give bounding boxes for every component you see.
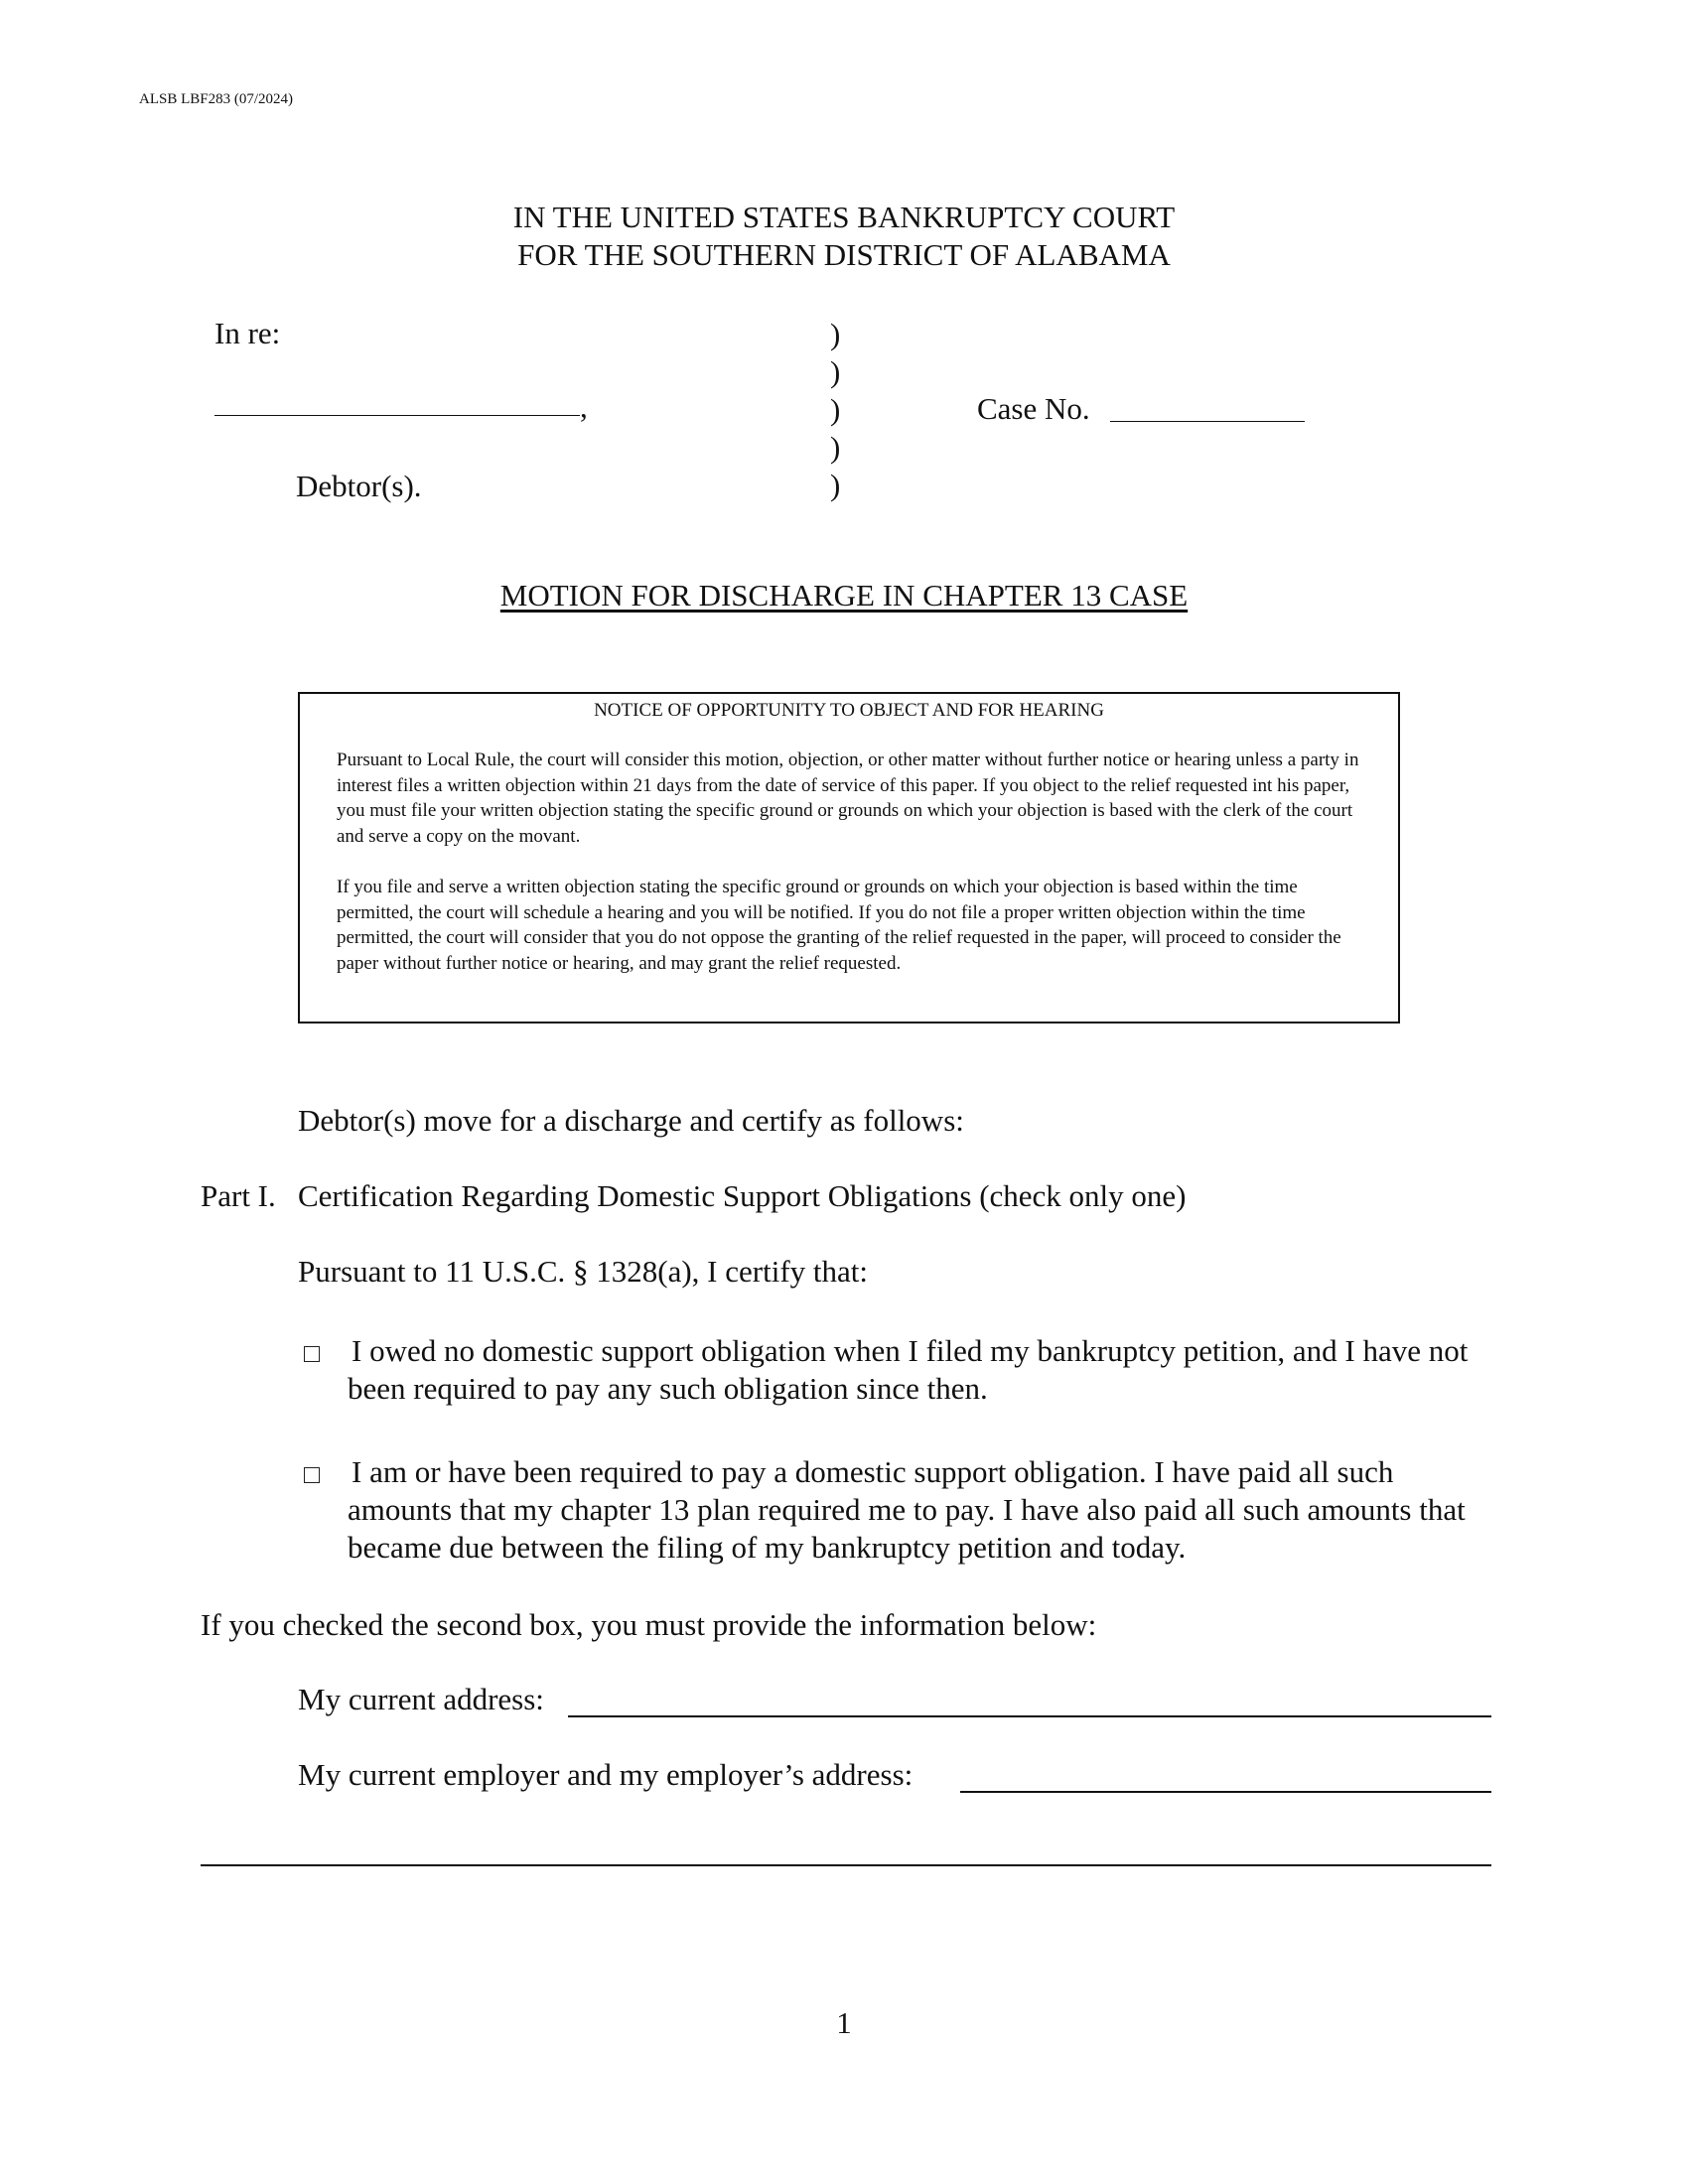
notice-box (298, 692, 1400, 1024)
caption-paren: ) (830, 468, 841, 502)
case-number-field-line[interactable] (1110, 421, 1305, 422)
in-re-label: In re: (214, 316, 281, 350)
no-support-obligation-checkbox[interactable] (304, 1346, 320, 1362)
debtor-name-field-line[interactable] (214, 415, 580, 416)
certification-statement: Pursuant to 11 U.S.C. § 1328(a), I certify that: (298, 1254, 868, 1289)
court-name-line: IN THE UNITED STATES BANKRUPTCY COURT (512, 200, 1176, 234)
caption-paren: ) (830, 392, 841, 427)
debtor-label: Debtor(s). (296, 469, 422, 503)
caption-paren: ) (830, 354, 841, 389)
current-address-label: My current address: (298, 1682, 544, 1716)
debtor-name-comma: , (580, 389, 588, 424)
no-support-obligation-option: I owed no domestic support obligation when I filed my bankruptcy petition, and I have not been required to pay any such obligation since then. (348, 1333, 1469, 1406)
caption-parentheses (830, 316, 840, 504)
employer-address-continuation-line[interactable] (201, 1864, 1491, 1866)
employer-address-label: My current employer and my employer’s address: (298, 1757, 914, 1792)
second-box-instruction: If you checked the second box, you must provide the information below: (201, 1607, 1097, 1642)
court-header (0, 199, 1688, 274)
notice-paragraph-2: If you file and serve a written objection stating the specific ground or grounds on which your objection is based within the time permitted, the court will schedule a hearing and you will be notified. If you do not file a proper written objection within the time permitted, the court will consider that you do not oppose the granting of the relief requested in the paper, will proceed to consider the paper without further notice or hearing, and may grant the relief requested. (337, 877, 1341, 974)
caption-paren: ) (830, 317, 841, 351)
part-title: Certification Regarding Domestic Support Obligations (check only one) (298, 1178, 1187, 1213)
notice-paragraph-1: Pursuant to Local Rule, the court will consider this motion, objection, or other matter without further notice or hearing unless a party in interest files a written objection within 21 days from the date of service of this paper. If you object to the relief requested int his paper, you must file your written objection stating the specific ground or grounds on which your objection is based with the clerk of the court and serve a copy on the movant. (337, 750, 1359, 847)
motion-title: MOTION FOR DISCHARGE IN CHAPTER 13 CASE (499, 578, 1189, 613)
form-identifier: ALSB LBF283 (07/2024) (139, 91, 294, 107)
notice-title: NOTICE OF OPPORTUNITY TO OBJECT AND FOR HEARING (594, 700, 1104, 721)
paid-support-obligation-option: I am or have been required to pay a domestic support obligation. I have paid all such amounts that my chapter 13 plan required me to pay. I have also paid all such amounts that became due between the filing of my bankruptcy petition and today. (348, 1454, 1466, 1565)
employer-address-field-line[interactable] (960, 1791, 1491, 1793)
court-district-line: FOR THE SOUTHERN DISTRICT OF ALABAMA (517, 237, 1171, 272)
paid-support-obligation-checkbox[interactable] (304, 1467, 320, 1483)
part-label: Part I. (201, 1178, 276, 1213)
page-number: 1 (836, 2005, 852, 2040)
current-address-field-line[interactable] (568, 1715, 1491, 1717)
caption-paren: ) (830, 430, 841, 465)
motion-intro: Debtor(s) move for a discharge and certify as follows: (298, 1103, 964, 1138)
case-number-label: Case No. (977, 391, 1090, 426)
